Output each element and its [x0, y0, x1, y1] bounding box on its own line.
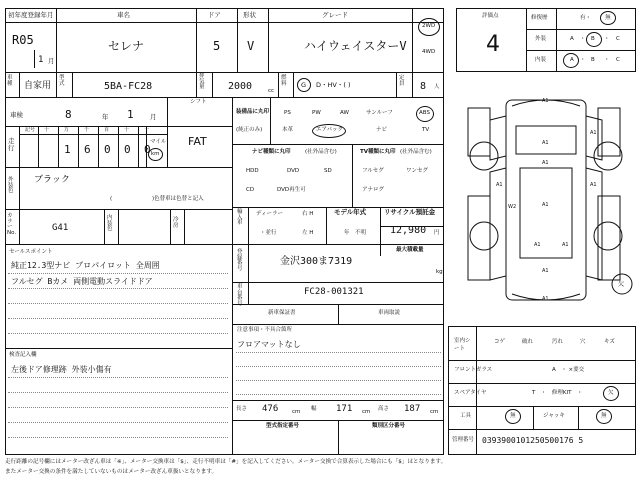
rule [5, 348, 232, 349]
rule [5, 167, 232, 168]
car-name-label: 車名 [117, 11, 130, 19]
grade-option: B [591, 57, 595, 63]
registration-value: 金沢300ま7319 [280, 256, 353, 267]
rule [56, 72, 57, 97]
manual: 車両取説 [378, 310, 401, 316]
equipment-option: TV [422, 127, 430, 133]
person-unit: 人 [434, 84, 440, 90]
color-no-label: カラー No. [7, 213, 17, 236]
exterior-paren: ( [110, 196, 113, 202]
doors: 5 [213, 39, 221, 53]
damage-label: A1 [542, 160, 549, 166]
windshield-items: A ・ ×要交 [552, 367, 585, 373]
interior-color-label: 内装色 [107, 215, 113, 232]
damage-label: A1 [534, 242, 541, 248]
rule [533, 406, 534, 429]
rule [232, 244, 444, 245]
rule [526, 8, 527, 72]
score-value: 4 [486, 32, 500, 57]
spare-missing: 欠 [608, 390, 614, 396]
navi-note: (社外品含む) [305, 149, 337, 155]
tv-option: ワンセグ [406, 168, 429, 174]
sales-points-line2: フルセグ Bカメ 両側電動スライドドア [11, 277, 153, 286]
car-diagram [450, 86, 638, 314]
tv-option: フルセグ [362, 168, 384, 174]
dotted-line [236, 352, 441, 353]
jack-label: ジャッキ [543, 413, 565, 419]
usage: 自家用 [24, 81, 52, 91]
rule [270, 97, 271, 144]
rule [170, 209, 171, 244]
mileage-unit-mile: マイル [150, 139, 167, 145]
navi-option: CD [246, 187, 255, 193]
rule [232, 400, 444, 401]
rule [232, 324, 444, 325]
dotted-line [8, 407, 228, 408]
rule [412, 8, 413, 72]
spare-tire-mark: 欠 [618, 281, 625, 288]
footer-line2: またメーター交換の条件を満たしていないものはメーター改ざん車扱いとなります。 [5, 469, 218, 475]
rule [326, 207, 327, 244]
rule [448, 360, 636, 361]
inspection-label: 車検 [10, 111, 23, 119]
windshield-label: フロントガラス [454, 367, 493, 373]
inspector-label: 検査記入欄 [9, 352, 37, 358]
repair-label: 修復歴 [531, 15, 548, 21]
dotted-line [8, 273, 228, 274]
chassis-value: FC28-001321 [304, 287, 364, 297]
mileage-digit: 1 [64, 143, 71, 156]
recycle-label: リサイクル預託金 [384, 208, 436, 216]
equipment-title: 装備品に丸印 [236, 109, 270, 115]
sheet-left [5, 8, 444, 455]
navi-title: ナビ種類に丸印 [252, 149, 291, 155]
rule [248, 207, 249, 244]
mileage-digit-header: 十 [124, 127, 130, 133]
model-year: 年 不明 [344, 230, 367, 236]
import-left: 左 H [302, 230, 314, 236]
damage-label: A1 [542, 296, 549, 302]
tv-option: アナログ [362, 187, 385, 193]
rule [196, 8, 197, 72]
damage-label: A1 [542, 98, 549, 104]
repair-yes: 有・ [580, 15, 592, 21]
shape: V [247, 39, 255, 53]
inspection-year: 8 [65, 108, 72, 121]
displacement-label: 排気量 [199, 73, 205, 90]
dotted-line [8, 422, 228, 423]
mgmt-label: 管理番号 [452, 437, 475, 443]
dotted-line [8, 333, 228, 334]
recycle-value: 12,980 [390, 225, 427, 236]
grade-option: A [570, 36, 574, 42]
sales-points-line1: 純正12.3型ナビ プロパイロット 全周囲 [11, 261, 160, 270]
dotted-line [236, 380, 441, 381]
door-label: ドア [208, 11, 221, 19]
drive-2wd: 2WD [422, 23, 436, 29]
rule [19, 134, 167, 135]
mileage-digit-header: 千 [84, 127, 90, 133]
mileage-col-rule [58, 126, 59, 167]
grade-separator: ・ [580, 36, 586, 42]
dotted-line [8, 437, 228, 438]
length-unit: cm [292, 409, 301, 415]
dotted-line [8, 377, 228, 378]
rule [248, 244, 249, 304]
grade: ハイウェイスターV [304, 39, 407, 53]
length-value: 476 [262, 404, 279, 414]
capacity: 8 [420, 81, 427, 92]
first-reg-month-unit: 月 [48, 57, 55, 65]
color-no: G41 [52, 223, 69, 233]
type-label: 型式 [59, 75, 65, 87]
displacement: 2000 [228, 81, 253, 92]
exterior-label: 外装色 [8, 177, 14, 194]
grade-label: グレード [322, 11, 348, 19]
rule [5, 72, 444, 73]
interior-a-circle [563, 53, 579, 68]
first-reg-label: 初年度登録年月 [8, 11, 54, 19]
rule [196, 72, 197, 97]
rule [104, 209, 105, 244]
mileage-digit: 6 [84, 143, 91, 156]
rule [232, 97, 233, 455]
mileage-label: 走行 [8, 137, 15, 152]
jack-value: 無 [601, 413, 607, 419]
mileage-col-rule [118, 126, 119, 167]
height-unit: cm [430, 409, 439, 415]
equipment-option: AW [340, 110, 349, 116]
tv-title: TV種類に丸印 [360, 149, 396, 155]
rule [5, 97, 444, 98]
first-reg-month: 1 [38, 55, 44, 65]
damage-label: A1 [542, 268, 549, 274]
import-dealer: ディーラー [256, 211, 284, 217]
damage-label: A1 [542, 140, 549, 146]
mileage-digit-header: 万 [64, 127, 70, 133]
dotted-line [8, 318, 228, 319]
shift-label: シフト [190, 99, 207, 105]
rule [56, 8, 57, 72]
mileage-col-rule [98, 126, 99, 167]
rule [448, 429, 636, 430]
mileage-digit-header: 百 [104, 127, 110, 133]
notes-text: フロアマットなし [237, 340, 301, 349]
equipment-option: 本革 [282, 127, 294, 133]
interior-condition-option: 穴 [580, 339, 586, 345]
mgmt-value: 0393900101250500176 5 [482, 436, 584, 445]
usage-label: 車種 [7, 75, 13, 87]
rule [5, 244, 232, 245]
damage-label: A1 [542, 202, 549, 208]
chassis-label: 車台番号 [237, 284, 243, 307]
rule [526, 50, 636, 51]
shift-value: FAT [188, 135, 207, 148]
rule [412, 72, 413, 97]
fuel-label: 燃料 [281, 75, 287, 87]
max-load-label: 最大積載量 [396, 247, 424, 253]
cc-unit: cc [268, 88, 275, 94]
navi-option: SD [324, 168, 332, 174]
damage-label: A1 [590, 182, 597, 188]
rule [396, 72, 397, 97]
width-unit: cm [362, 409, 371, 415]
rule [380, 207, 381, 256]
aircon-label: 冷房 [173, 217, 179, 229]
model-code: 5BA-FC28 [104, 81, 153, 92]
rule [556, 8, 557, 72]
exterior-note: )色替車は色替と記入 [152, 196, 204, 202]
score-label: 評価点 [482, 13, 499, 19]
rule [338, 304, 339, 324]
registration-label: 登録番号 [237, 249, 243, 272]
inspector-note: 左後ドア修理跡 外装小傷有 [11, 365, 112, 374]
damage-labels [496, 98, 597, 302]
yen-unit: 円 [434, 230, 440, 236]
dotted-line [8, 303, 228, 304]
interior-condition-option: 汚れ [552, 339, 564, 345]
tools-value: 無 [510, 413, 516, 419]
width-value: 171 [336, 404, 353, 414]
equipment-option: ABS [419, 110, 430, 116]
rule [232, 282, 444, 283]
equipment-option: エアバック [316, 127, 344, 133]
airbag-circle [312, 124, 346, 138]
rule [19, 72, 20, 97]
damage-label: W2 [508, 204, 517, 210]
mileage-unit-km: km [151, 151, 160, 157]
notes-label: 注意事項・不具合箇所 [237, 327, 293, 333]
height-label: 高さ [378, 406, 390, 412]
mileage-digit: 0 [104, 143, 111, 156]
new-car-warranty: 新車保証書 [268, 310, 296, 316]
dotted-line [236, 394, 441, 395]
rule [34, 50, 35, 68]
abs-circle [416, 106, 434, 122]
height-value: 187 [404, 404, 421, 414]
import-label: 輸入車 [237, 209, 243, 226]
repair-no: 無 [605, 15, 611, 21]
rule [72, 72, 73, 97]
sales-points-label: セールスポイント [9, 249, 53, 255]
mileage-col-rule [19, 126, 20, 167]
rule [184, 209, 185, 244]
class-label: 類別区分番号 [372, 423, 406, 429]
rule [338, 420, 339, 455]
model-cert-label: 型式指定番号 [266, 423, 300, 429]
equipment-option: サンルーフ [366, 110, 393, 116]
model-year-label: モデル年式 [334, 208, 367, 216]
interior-grade-label: 内装 [535, 57, 547, 63]
mileage-col-rule [138, 126, 139, 167]
grade-separator: ・ [604, 36, 610, 42]
mileage-digit: 0 [144, 143, 151, 156]
navi-option: HDD [246, 168, 259, 174]
exterior-b-circle [586, 32, 602, 47]
car-name: セレナ [108, 39, 145, 53]
width-label: 幅 [311, 406, 317, 412]
spare-tire-label: スペアタイヤ [454, 390, 487, 396]
exterior-color: ブラック [34, 175, 70, 185]
capacity-label: 定員 [399, 75, 405, 87]
drive-4wd: 4WD [422, 49, 436, 55]
interior-condition-option: コゲ [494, 339, 506, 345]
navi-option: DVD [287, 168, 300, 174]
grade-option: C [616, 57, 620, 63]
rule [167, 97, 168, 167]
import-parallel: ・並行 [260, 230, 277, 236]
spare-tire-items: T ・ 修理KIT ・ [532, 390, 583, 396]
grade-separator: ・ [580, 57, 586, 63]
tools-label: 工具 [460, 413, 472, 419]
rule [293, 72, 294, 97]
grade-option: B [591, 36, 595, 42]
mileage-digit-header: 十 [44, 127, 50, 133]
footer-line1: 走行距離の記号欄にはメーター改ざん車は「※」、メーター交換車は「$」、走行不明車は「#」を記入してください。メーター交換で合算表示した場合にも「$」はとなります。 [5, 459, 447, 465]
inspection-month-unit: 月 [150, 113, 157, 121]
equipment-option: PW [312, 110, 321, 116]
navi-option: DVD再生可 [277, 187, 306, 193]
grade-separator: ・ [604, 57, 610, 63]
grade-option: C [616, 36, 620, 42]
rule [278, 72, 279, 97]
dotted-line [236, 366, 441, 367]
rule [526, 29, 636, 30]
rule [5, 22, 444, 23]
exterior-grade-label: 外装 [535, 36, 547, 42]
mileage-digit-header: 一 [144, 127, 150, 133]
inspection-year-unit: 年 [102, 113, 109, 121]
inspection-month: 1 [127, 108, 134, 121]
dotted-line [8, 288, 228, 289]
length-label: 長さ [236, 406, 248, 412]
damage-label: A1 [562, 242, 569, 248]
grade-option: A [570, 57, 574, 63]
kg-unit: kg [436, 269, 443, 275]
tv-note: (社外品含む) [400, 149, 432, 155]
rule [448, 383, 636, 384]
equipment-subtitle: (純正のみ) [236, 127, 263, 133]
rule [352, 144, 353, 207]
damage-label: A1 [496, 182, 503, 188]
interior-seat-label: 室内シート [454, 338, 471, 353]
shape-label: 形状 [243, 11, 256, 19]
equipment-option: ナビ [376, 127, 388, 133]
dotted-line [8, 392, 228, 393]
damage-label: A1 [590, 130, 597, 136]
mileage-digit-header: 記号 [25, 127, 36, 133]
rule [19, 209, 20, 244]
rule [232, 144, 444, 145]
rule [578, 406, 579, 429]
rule [237, 8, 238, 72]
mileage-digit: 0 [124, 143, 131, 156]
fuel-g: G [301, 81, 307, 89]
rule [212, 72, 213, 97]
mileage-col-rule [144, 126, 150, 167]
rule [118, 209, 119, 244]
rule [19, 167, 20, 209]
interior-condition-option: 破れ [522, 339, 534, 345]
rule [268, 8, 269, 72]
equipment-option: PS [284, 110, 291, 116]
first-reg-year: R05 [12, 33, 34, 47]
interior-condition-option: キズ [604, 339, 615, 345]
fuel-rest: D・HV・( ) [316, 81, 351, 89]
mileage-col-rule [38, 126, 39, 167]
import-right: 右 H [302, 211, 314, 217]
mileage-col-rule [78, 126, 79, 167]
rule [448, 406, 636, 407]
